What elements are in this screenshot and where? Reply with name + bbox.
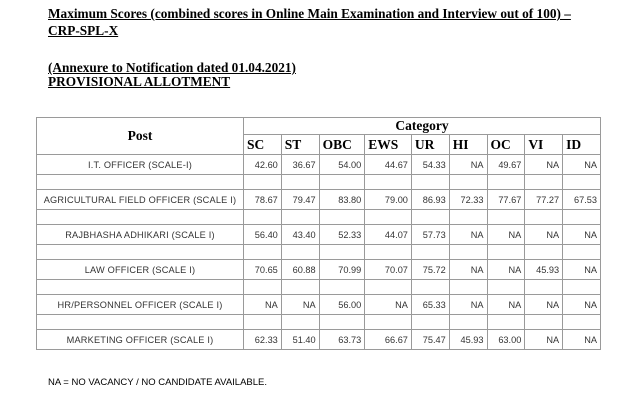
empty-cell (37, 245, 244, 260)
score-cell-hi: NA (449, 295, 487, 315)
empty-cell (525, 245, 563, 260)
empty-cell (525, 315, 563, 330)
empty-cell (244, 280, 282, 295)
score-cell-ews: 44.07 (365, 225, 412, 245)
spacer-row (37, 210, 601, 225)
spacer-row (37, 280, 601, 295)
score-cell-hi: 45.93 (449, 330, 487, 350)
empty-cell (365, 210, 412, 225)
column-header-oc: OC (487, 135, 525, 155)
empty-cell (319, 210, 365, 225)
score-cell-st: 36.67 (281, 155, 319, 175)
score-cell-obc: 63.73 (319, 330, 365, 350)
table-row (37, 260, 601, 280)
empty-cell (525, 175, 563, 190)
score-cell-ur: 86.93 (411, 190, 449, 210)
empty-cell (487, 245, 525, 260)
empty-cell (449, 280, 487, 295)
score-cell-obc: 70.99 (319, 260, 365, 280)
empty-cell (449, 245, 487, 260)
score-cell-oc: NA (487, 260, 525, 280)
score-cell-obc: 54.00 (319, 155, 365, 175)
empty-cell (37, 280, 244, 295)
column-header-st: ST (281, 135, 319, 155)
column-header-ews: EWS (365, 135, 412, 155)
score-cell-st: 60.88 (281, 260, 319, 280)
score-cell-id: NA (563, 330, 601, 350)
table-row (37, 330, 601, 350)
score-cell-ur: 75.72 (411, 260, 449, 280)
empty-cell (281, 280, 319, 295)
allotment-heading: PROVISIONAL ALLOTMENT (48, 74, 231, 89)
empty-cell (487, 210, 525, 225)
score-cell-obc: 52.33 (319, 225, 365, 245)
score-cell-vi: 45.93 (525, 260, 563, 280)
empty-cell (365, 245, 412, 260)
score-cell-oc: 77.67 (487, 190, 525, 210)
empty-cell (319, 175, 365, 190)
empty-cell (244, 245, 282, 260)
empty-cell (525, 210, 563, 225)
column-header-vi: VI (525, 135, 563, 155)
empty-cell (449, 315, 487, 330)
scores-table (36, 117, 601, 350)
score-cell-oc: NA (487, 225, 525, 245)
score-cell-st: NA (281, 295, 319, 315)
empty-cell (411, 280, 449, 295)
spacer-row (37, 245, 601, 260)
post-name: RAJBHASHA ADHIKARI (SCALE I) (37, 225, 244, 245)
score-cell-hi: NA (449, 260, 487, 280)
empty-cell (37, 210, 244, 225)
empty-cell (365, 315, 412, 330)
post-header: Post (37, 118, 244, 155)
score-cell-obc: 56.00 (319, 295, 365, 315)
empty-cell (365, 175, 412, 190)
category-header: Category (244, 118, 601, 135)
empty-cell (281, 315, 319, 330)
empty-cell (563, 210, 601, 225)
empty-cell (411, 175, 449, 190)
empty-cell (563, 245, 601, 260)
spacer-row (37, 175, 601, 190)
score-cell-ews: 79.00 (365, 190, 412, 210)
empty-cell (244, 315, 282, 330)
table-row (37, 225, 601, 245)
empty-cell (449, 175, 487, 190)
empty-cell (37, 175, 244, 190)
score-cell-ews: 44.67 (365, 155, 412, 175)
score-cell-st: 43.40 (281, 225, 319, 245)
score-cell-hi: NA (449, 155, 487, 175)
empty-cell (487, 175, 525, 190)
annexure-note: (Annexure to Notification dated 01.04.2021) (48, 60, 296, 75)
score-cell-vi: NA (525, 155, 563, 175)
empty-cell (281, 210, 319, 225)
column-header-obc: OBC (319, 135, 365, 155)
score-cell-vi: NA (525, 330, 563, 350)
empty-cell (244, 175, 282, 190)
score-cell-ur: 75.47 (411, 330, 449, 350)
score-cell-vi: NA (525, 225, 563, 245)
empty-cell (281, 245, 319, 260)
score-cell-ur: 57.73 (411, 225, 449, 245)
title-line-2: CRP-SPL-X (48, 23, 119, 38)
column-header-hi: HI (449, 135, 487, 155)
score-cell-hi: NA (449, 225, 487, 245)
empty-cell (319, 315, 365, 330)
score-cell-oc: 49.67 (487, 155, 525, 175)
post-name: LAW OFFICER (SCALE I) (37, 260, 244, 280)
score-cell-id: NA (563, 295, 601, 315)
score-cell-ews: 70.07 (365, 260, 412, 280)
empty-cell (411, 245, 449, 260)
empty-cell (281, 175, 319, 190)
empty-cell (449, 210, 487, 225)
title-line-1: Maximum Scores (combined scores in Online Main Examination and Interview out of 100) – (48, 6, 571, 21)
post-name: AGRICULTURAL FIELD OFFICER (SCALE I) (37, 190, 244, 210)
post-name: I.T. OFFICER (SCALE-I) (37, 155, 244, 175)
score-cell-sc: 42.60 (244, 155, 282, 175)
score-cell-sc: NA (244, 295, 282, 315)
column-header-id: ID (563, 135, 601, 155)
score-cell-vi: NA (525, 295, 563, 315)
score-cell-ews: NA (365, 295, 412, 315)
score-cell-oc: NA (487, 295, 525, 315)
post-name: HR/PERSONNEL OFFICER (SCALE I) (37, 295, 244, 315)
score-cell-sc: 62.33 (244, 330, 282, 350)
post-name: MARKETING OFFICER (SCALE I) (37, 330, 244, 350)
score-cell-hi: 72.33 (449, 190, 487, 210)
score-cell-ews: 66.67 (365, 330, 412, 350)
footnote: NA = NO VACANCY / NO CANDIDATE AVAILABLE. (48, 377, 268, 388)
column-header-ur: UR (411, 135, 449, 155)
empty-cell (37, 315, 244, 330)
score-cell-obc: 83.80 (319, 190, 365, 210)
table-row (37, 155, 601, 175)
empty-cell (319, 245, 365, 260)
score-cell-id: 67.53 (563, 190, 601, 210)
score-cell-sc: 78.67 (244, 190, 282, 210)
score-cell-ur: 65.33 (411, 295, 449, 315)
score-cell-sc: 56.40 (244, 225, 282, 245)
empty-cell (487, 280, 525, 295)
score-cell-sc: 70.65 (244, 260, 282, 280)
score-cell-oc: 63.00 (487, 330, 525, 350)
score-cell-id: NA (563, 155, 601, 175)
empty-cell (411, 315, 449, 330)
table-row (37, 190, 601, 210)
column-header-sc: SC (244, 135, 282, 155)
spacer-row (37, 315, 601, 330)
empty-cell (563, 280, 601, 295)
empty-cell (525, 280, 563, 295)
empty-cell (244, 210, 282, 225)
empty-cell (365, 280, 412, 295)
score-cell-st: 79.47 (281, 190, 319, 210)
table-row (37, 295, 601, 315)
empty-cell (563, 315, 601, 330)
empty-cell (319, 280, 365, 295)
empty-cell (563, 175, 601, 190)
score-cell-id: NA (563, 260, 601, 280)
score-cell-vi: 77.27 (525, 190, 563, 210)
empty-cell (411, 210, 449, 225)
score-cell-id: NA (563, 225, 601, 245)
score-cell-ur: 54.33 (411, 155, 449, 175)
empty-cell (487, 315, 525, 330)
score-cell-st: 51.40 (281, 330, 319, 350)
